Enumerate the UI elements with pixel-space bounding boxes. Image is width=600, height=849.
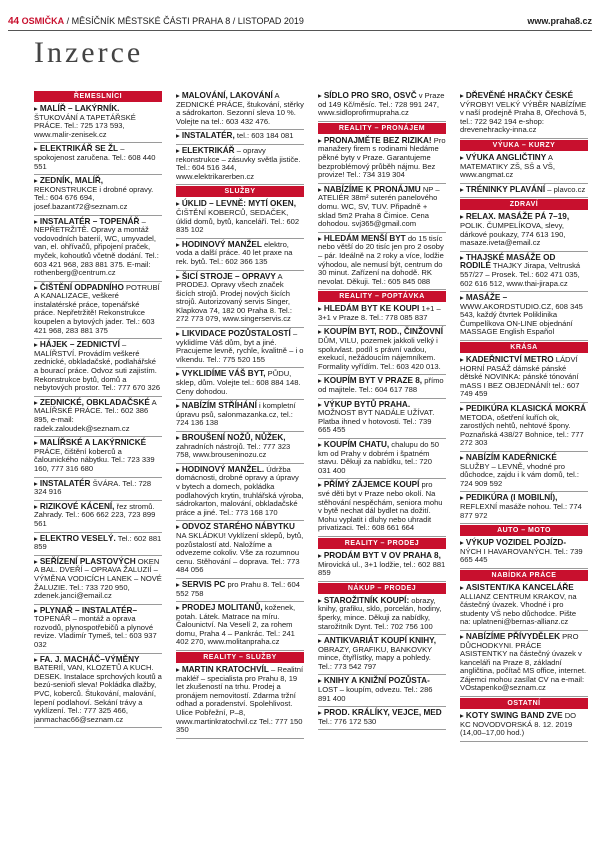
ad-text: BATERIÍ, VAN, KLOZETŮ A KUCH. DESEK. Instalace sprchových koutů a bezú-senioři sleva! Pokládka dlažby, PVC, koberců. Štukování, malování, lepení podlahoví. Sekání trávy a vyklízení. Tel.: 777 325 466, janmachac66@seznam.cz	[34, 663, 162, 724]
magazine-subtitle: / MĚSÍČNÍK MĚSTSKÉ ČÁSTI PRAHA 8 / LISTOPAD 2019	[66, 16, 304, 26]
page-title: Inzerce	[34, 36, 144, 69]
ad-text: obrazy, knihy, grafiku, sklo, porcelán, hodiny, šperky, mince. Děkuji za nabídky, starožitník Dynt. Tel.: 702 756 100	[318, 595, 442, 631]
ad-lead: KOUPÍM BYT, ROD., ČINŽOVNÍ	[323, 327, 443, 337]
ad-text: DO KC NOVODVORSKÁ 8. 12. 2019 (14,00–17,00 hod.)	[460, 711, 577, 738]
classified-ad	[34, 501, 162, 533]
ad-text: Údržba domácnosti, drobné opravy a úpravy v bytech a domech, pokládka podlahových krytin, truhlářská výroba, sádrokarton, malování, obkladačské práce a jiné. Tel.: 773 168 170	[176, 464, 304, 517]
ad-text: THAJKY Jirapa, Veltruská 557/27 – Prosek. Tel.: 602 471 035, 602 616 512, www.thai-jirapa.cz	[460, 261, 581, 288]
ad-lead: LIKVIDACE POZŮSTALOSTÍ	[181, 329, 291, 339]
ad-lead: KOUPÍM CHATU,	[323, 440, 390, 449]
ad-lead: ÚKLID – LEVNĚ: MYTÍ OKEN,	[181, 199, 296, 209]
classified-ad	[318, 399, 446, 439]
magazine-name: OSMIČKA	[21, 16, 65, 26]
ad-text: A ZEDNICKÉ PRÁCE, štukování, stěrky a sádrokarton. Sezonní sleva 10 %. Volejte na tel.: 603 432 476.	[176, 91, 304, 126]
classified-ad	[318, 439, 446, 479]
classified-ad	[460, 211, 588, 251]
ad-lead: ZEDNICKÉ, OBKLADAČSKÉ	[39, 397, 150, 407]
section-header: NABÍDKA PRÁCE	[460, 570, 588, 581]
ad-lead: ZEDNÍK, MALÍŘ,	[39, 176, 104, 186]
ad-text: OKEN A BAL. DVEŘÍ – OPRAVA ŽALUZIÍ – VÝMĚNA VODICÍCH LANEK – NOVÉ ŽALUZIE. Tel.: 733 720 950, zdenek.janci@email.cz	[34, 556, 162, 601]
ad-lead: HÁJEK – ZEDNICTVÍ	[39, 340, 120, 350]
classified-ad	[318, 707, 446, 730]
classified-ad	[460, 452, 588, 492]
ad-lead: ELEKTRO VESELÝ.	[39, 533, 116, 543]
classified-ad	[176, 432, 304, 464]
ad-lead: VÝKUP BYTŮ PRAHA.	[323, 399, 411, 409]
classified-ad	[318, 326, 446, 375]
ad-text: – plavco.cz	[547, 184, 586, 194]
page-header	[8, 14, 592, 31]
ad-text: PŮDU, sklep, dům. Volejte tel.: 608 884 148. Ceny dohodou.	[176, 369, 301, 396]
ad-lead: PRODEJ MOLITANŮ,	[181, 603, 263, 613]
classified-ad	[34, 654, 162, 729]
ad-lead: MARTIN KRATOCHVÍL	[181, 665, 269, 675]
ad-text: REFLEXNÍ masáže nohou. Tel.: 774 877 972	[460, 501, 582, 520]
ad-text: NA SKLÁDKU! Vyklízení sklepů, bytů, pozůstalostí atd. Naložíme a odvezeme cokoliv. Vše za rozumnou cenu. Stěhování – doprava. Tel.: 773 484 056	[176, 530, 304, 575]
ad-text: POTRUBÍ A KANALIZACE, veškeré instalatérské práce, topenářské práce. Nepřetržitě! Rekonstrukce koupelen a bytových jader. Tel.: 603 421 968, 283 881 375	[34, 282, 160, 335]
ad-text: – NEPŘETRŽITĚ. Opravy a montáž vodovodních baterií, WC, umyvadel, van, el. ohřívačů, připojení praček, myček, kohoutků včetně dodání. Tel.: 603 421 968, 283 881 375. E-mail: rothenberg@centrum.cz	[34, 216, 159, 278]
classified-ad	[34, 556, 162, 605]
ad-lead: SÍDLO PRO SRO, OSVČ	[323, 91, 417, 100]
ad-lead: STAROŽITNÍK KOUPÍ:	[323, 595, 410, 605]
ad-text: METODA, ošetření kuřích ok, zarostlých nehtů, nehtové špony. Poznaňská 438/27 Bohnice, tel.: 777 272 303	[460, 412, 584, 448]
ad-lead: PŘÍMÝ ZÁJEMCE KOUPÍ	[323, 480, 420, 490]
ad-text: ALLIANZ CENTRUM KRAKOV, na částečný úvazek. Vhodné i pro studenty VŠ nebo důchodce. Pište na: uplatneni@bernas-allianz.cz	[460, 591, 577, 627]
ad-text: chalupu do 50 km od Prahy v dobrém i špatném stavu. Děkuji za nabídku, tel.: 720 031 400	[318, 440, 439, 475]
classified-ad	[34, 175, 162, 215]
ad-lead: NABÍZÍME K PRONÁJMU	[323, 184, 421, 194]
classified-ad	[460, 152, 588, 184]
ad-lead: PEDIKÚRA (I MOBILNÍ),	[465, 493, 558, 503]
classified-ad	[460, 492, 588, 524]
classified-ad	[176, 328, 304, 368]
classified-ad	[318, 479, 446, 537]
ad-lead: INSTALATÉR,	[181, 131, 235, 141]
ad-text: NÝCH I HAVAROVANÝCH. Tel.: 739 665 445	[460, 546, 583, 565]
ad-lead: VYKLIDÍME VÁŠ BYT,	[181, 369, 266, 379]
ad-text: – MALÍŘSTVÍ. Provádím veškeré zednické, obkladačské, podlahářské a bourací práce. Odvoz suti zajistím. Rekonstrukce bytů, domů a nebytových prostor. Tel.: 777 670 326	[34, 340, 161, 393]
ad-lead: HLEDÁM MENŠÍ BYT	[323, 233, 406, 243]
section-header: ŘEMESLNÍCI	[34, 91, 162, 102]
ad-text: PRO DŮCHODKYNI. PRÁCE ASISTENTKY na částečný úvazek v kanceláři na Praze 8, základní angličtina, počítač MS office, internet. Zájemci mohou zasílat CV na e-mail: VOstapenko@seznam.cz	[460, 631, 587, 693]
ad-text: NP – ATELIÉR 38m² suterén panelového domu. WC, SV, TUV. Připadně + sklad 5m2 Praha 8 Čimice. Cena dohodou. svj365@gmail.com	[318, 184, 440, 229]
section-header: OSTATNÍ	[460, 698, 588, 709]
classified-ad	[176, 464, 304, 522]
classified-ad	[318, 675, 446, 707]
ad-lead: RELAX. MASÁŽE PÁ 7–19,	[465, 212, 570, 222]
ad-text: i kompletní úpravu psů, salonmazanka.cz, tel.: 724 136 138	[176, 401, 296, 428]
classified-ad	[318, 303, 446, 326]
ad-text: LOST – koupím, odvezu. Tel.: 286 891 400	[318, 685, 433, 703]
classified-ad	[318, 595, 446, 635]
classified-ad	[176, 521, 304, 579]
ad-text: – vyklidíme Váš dům, byt a jiné. Pracujeme levně, rychle, kvalitně – i o víkendu. Tel.: 775 520 155	[176, 329, 304, 364]
section-header: REALITY – PRODEJ	[318, 538, 446, 549]
ad-lead: NABÍZÍM STŘÍHÁNÍ	[181, 401, 257, 411]
section-header: REALITY – POPTÁVKA	[318, 291, 446, 302]
column-2	[176, 90, 304, 845]
ad-text: A PRODEJ. Opravy všech značek šicích strojů. Prodej nových šicích strojů. Autorizovaný servis Singer, Klapkova 74, 182 00 Praha 8. Tel.: 272 773 079, www.singerservis.cz	[176, 271, 292, 324]
classified-ad	[318, 550, 446, 582]
classified-ad	[460, 403, 588, 452]
classified-ad	[460, 252, 588, 292]
website-link[interactable]: www.praha8.cz	[527, 16, 592, 26]
ad-lead: ASISTENT/KA KANCELÁŘE	[465, 582, 574, 592]
ad-text: A MALÍŘSKÉ PRÁCE. Tel.: 602 386 895, e-mail: radek.zaloudek@seznam.cz	[34, 397, 157, 433]
ad-text: přímo od majitele. Tel.: 604 617 788	[318, 376, 444, 395]
ad-text: Pro manažery firem s rodinami hledáme pěkné byty v Praze. Garantujeme bezproblémový průběh nájmu. Bez provize! Tel.: 734 319 304	[318, 135, 446, 180]
classified-ad	[34, 143, 162, 175]
classified-ad	[460, 354, 588, 403]
section-header: VÝUKA – KURZY	[460, 140, 588, 151]
ad-lead: MALÍŘ – LAKÝRNÍK.	[39, 104, 120, 113]
ad-lead: MALÍŘSKÉ A LAKÝRNICKÉ	[39, 438, 147, 448]
ad-lead: KOUPÍM BYT V PRAZE 8,	[323, 376, 423, 386]
classified-ad	[318, 184, 446, 233]
classified-ad	[176, 579, 304, 602]
ad-lead: ODVOZ STARÉHO NÁBYTKU	[181, 522, 295, 532]
ad-lead: MASÁŽE –	[465, 293, 508, 303]
ad-lead: ELEKTRIKÁŘ	[181, 145, 235, 155]
ad-lead: PROD. KRÁLÍKY, VEJCE, MED	[323, 708, 442, 718]
ad-text: ŠTUKOVÁNÍ A TAPETÁŘSKÉ PRÁCE. Tel.: 725 173 593, www.malir-zenisek.cz	[34, 112, 136, 139]
classified-ad	[460, 90, 588, 139]
ad-text: MOŽNOST BYT NADÁLE UŽÍVAT. Platba ihned v hotovosti. Tel.: 739 665 455	[318, 408, 435, 435]
classified-ad	[460, 184, 588, 199]
ad-lead: FA. J. MACHÁČ–VÝMĚNY	[39, 654, 140, 664]
ad-lead: NABÍZÍM KADEŘNICKÉ	[465, 453, 557, 462]
page-number: 44	[8, 16, 20, 27]
ad-text: SLUŽBY – LEVNĚ, vhodné pro důchodce, zajdu i k vám domů, tel.: 724 909 592	[460, 461, 580, 488]
classified-ad	[176, 90, 304, 130]
ad-text: – spokojenost zaručena. Tel.: 608 440 551	[34, 144, 156, 171]
column-3	[318, 90, 446, 845]
section-header: KRÁSA	[460, 342, 588, 353]
section-header: REALITY – PRONÁJEM	[318, 123, 446, 134]
classified-ad	[176, 368, 304, 400]
ad-text: pro Prahu 8. Tel.: 604 552 758	[176, 579, 300, 598]
classified-ad	[460, 292, 588, 341]
column-4	[460, 90, 588, 845]
ad-lead: ELEKTRIKÁŘ SE ŽL	[39, 144, 119, 154]
ad-lead: ČIŠTĚNÍ ODPADNÍHO	[39, 282, 124, 292]
classified-ad	[176, 602, 304, 651]
ad-text: Tel.: 602 881 859	[34, 533, 162, 552]
classified-ad	[176, 400, 304, 432]
classified-ad	[460, 537, 588, 569]
classified-ad	[318, 375, 446, 398]
ad-lead: KNIHY A KNIŽNÍ POZŮSTA-	[323, 676, 430, 686]
ad-lead: HODINOVÝ MANŽEL.	[181, 464, 265, 474]
classified-ad	[34, 103, 162, 143]
classified-ad	[318, 135, 446, 184]
ad-text: tel.: 603 184 081	[236, 131, 294, 141]
ad-text: Tel.: 776 172 530	[318, 716, 377, 726]
classified-ad	[34, 533, 162, 556]
ad-lead: HODINOVÝ MANŽEL	[181, 239, 262, 249]
ad-text: DŮM, VILU, pozemek jakkoli velký i spoluvlast. podíl s právní vadou, exekucí, nežádoucím nájemníkem. Formality vyřídím. Tel.: 603 420 013.	[318, 336, 441, 371]
ad-text: LÁDVÍ HORNÍ PASÁŽ dámské pánské dětské NOVINKA: pánské tónování mASS I BEZ OBJEDNÁNÍ! tel.: 607 749 459	[460, 355, 580, 399]
ad-text: řez stromů. Zahrady. Tel.: 606 662 223, 723 899 561	[34, 501, 156, 528]
ad-lead: SEŘÍZENÍ PLASTOVÝCH	[39, 556, 136, 566]
classified-ad	[34, 282, 162, 340]
ad-text: ČIŠTĚNÍ KOBERCŮ, SEDAČEK, úklid domů, bytů, kanceláří. Tel.: 602 835 102	[176, 207, 300, 235]
section-header: REALITY – SLUŽBY	[176, 652, 304, 663]
ad-text: A MATEMATIKY ZŠ, SŠ a VŠ, www.angmat.cz	[460, 152, 555, 180]
classified-ad	[176, 145, 304, 185]
ad-text: do 15 tisíc nebo větší do 20 tisíc jen pro 2 osoby – pár. Ideálně na 2 roky a více, lodžie výhodou, ale nemusí být, centrum do 30 minut. Zařízení na dohodě. RK nevolat. Děkuji. Tel.: 605 845 088	[318, 233, 444, 286]
classified-ad	[318, 635, 446, 675]
classified-ad	[460, 631, 588, 697]
section-header: ZDRAVÍ	[460, 199, 588, 210]
classified-ad	[176, 271, 304, 329]
classified-ad	[34, 605, 162, 654]
ad-lead: SERVIS PC	[181, 579, 226, 589]
ad-text: – opravy rekonstrukce – zásuvky světla jističe. Tel.: 604 516 344, www.elektrikarerben.cz	[176, 145, 301, 181]
ad-lead: INSTALATÉR	[39, 478, 91, 488]
classified-ad	[34, 478, 162, 501]
ad-text: pro své děti byt v Praze nebo okolí. Na stěhování nespěchám, seniora mohu v bytě nechat dál bydlet na dožití. Mohu vyplatit i dluhy nebo uhradit privatizaci. Tel.: 608 661 664	[318, 480, 443, 533]
ad-lead: VÝKUP VOZIDEL POJÍZD-	[465, 538, 567, 548]
section-header: NÁKUP – PRODEJ	[318, 583, 446, 594]
classified-ad	[176, 130, 304, 145]
classified-ad	[318, 233, 446, 291]
classified-ad	[176, 664, 304, 739]
ad-lead: HLEDÁM BYT KE KOUPI	[323, 304, 420, 314]
ad-lead: BROUŠENÍ NOŽŮ, NŮŽEK,	[181, 433, 286, 442]
ad-text: POLIK. ČUMPELÍKOVA, slevy, dárkové poukazy, 774 613 190, masaze.iveta@email.cz	[460, 220, 566, 248]
classified-ad	[176, 198, 304, 238]
ad-lead: RIZIKOVÉ KÁCENÍ,	[39, 501, 115, 511]
ad-text: zahradních nástrojů. Tel.: 777 323 758, www.brouseninozu.cz	[176, 441, 291, 460]
ad-text: VÝROBY! VELKÝ VÝBĚR NABÍZÍME v naší prodejně Praha 8, Ořechová 5, tel.: 722 942 194 e-shop: drevenehracky-inna.cz	[460, 99, 587, 135]
ad-text: 1+1 – 3+1 v Praze 8. Tel.: 778 085 837	[318, 304, 441, 322]
ad-lead: ŠICÍ STROJE – OPRAVY	[181, 271, 276, 281]
ad-lead: TRÉNINKY PLAVÁNÍ	[465, 184, 546, 194]
classified-ad	[34, 339, 162, 397]
classified-ad	[176, 239, 304, 271]
ad-text: – Realitní makléř – specialista pro Prahu 8, 19 let zkušeností na trhu. Prodej a pronájem nemovitostí. Zdarma tržní odhad a poradenství. Spolehlivost. Ulice Pobřežní, P–8, www.martinkratochvil.cz Tel.: 777 150 350	[176, 665, 304, 735]
section-header: AUTO – MOTO	[460, 525, 588, 536]
classified-ad	[34, 216, 162, 282]
ad-lead: PEDIKÚRA KLASICKÁ MOKRÁ	[465, 404, 587, 414]
ad-text: TOPENÁŘ – montáž a oprava rozvodů, plynospotřebičů a plynové revize. Vladimír Tymeš, tel.: 603 937 032	[34, 614, 157, 650]
ad-lead: KOTY SWING BAND ZVE	[465, 711, 563, 721]
classified-ad	[460, 710, 588, 742]
ad-lead: KADEŘNICTVÍ METRO	[465, 355, 554, 365]
ad-lead: PRODÁM BYT V OV PRAHA 8,	[323, 550, 441, 560]
ads-columns	[34, 90, 590, 845]
ad-lead: PRONAJMĚTE BEZ RIZIKA!	[323, 135, 432, 145]
ad-text: elektro, voda a další práce. 40 let praxe na rek. bytů. Tel.: 602 366 135	[176, 239, 293, 266]
classified-ad	[34, 437, 162, 477]
column-1	[34, 90, 162, 845]
classified-ad	[460, 582, 588, 631]
ad-text: REKONSTRUKCE i drobné opravy. Tel.: 604 676 694, josef.bazant72@seznam.cz	[34, 184, 154, 211]
ad-text: Mirovická ul., 3+1 lodžie, tel.: 602 881 859	[318, 559, 446, 578]
section-header: SLUŽBY	[176, 186, 304, 197]
ad-text: koženek, potah. Látek. Matrace na míru. Čalounictví. Na Veselí 2, za rohem domu, Praha 4 – Pankrác. Tel.: 241 402 270, www.molitanpraha.cz	[176, 603, 296, 647]
ad-lead: PLYNAŘ – INSTALATÉR–	[39, 605, 138, 615]
ad-lead: ANTIKVARIÁT KOUPÍ KNIHY,	[323, 636, 437, 646]
classified-ad	[34, 397, 162, 437]
ad-lead: DŘEVĚNÉ HRAČKY ČESKÉ	[465, 91, 574, 100]
ad-text: PRÁCE, čištění koberců a čalounického nábytku. Tel.: 723 339 160, 777 316 680	[34, 446, 155, 473]
ad-lead: NABÍZÍME PŘÍVYDĚLEK	[465, 631, 560, 641]
ad-text: v Praze od 149 Kč/měsíc. Tel.: 728 991 247, www.sidloprofirmupraha.cz	[318, 91, 445, 118]
ad-lead: INSTALATÉR – TOPENÁŘ	[39, 216, 140, 226]
ad-lead: MALOVÁNÍ, LAKOVÁNÍ	[181, 91, 273, 100]
ad-text: ŠVÁRA. Tel.: 728 324 916	[34, 478, 152, 497]
ad-lead: THAJSKÉ MASÁŽE OD RODILÉ	[460, 252, 556, 271]
classified-ad	[318, 90, 446, 122]
ad-lead: VÝUKA ANGLIČTINY	[465, 152, 547, 162]
ad-text: OBRAZY, GRAFIKU, BANKOVKY mince, čtyřlístky, mapy a pohledy. Tel.: 773 542 797	[318, 644, 433, 671]
ad-text: WWW.AKORDSTUDIO.CZ, 608 345 543, každý čtvrtek Poliklinika Čumpelíkova ON-LINE objednání MASSAGE English Español	[460, 301, 583, 337]
